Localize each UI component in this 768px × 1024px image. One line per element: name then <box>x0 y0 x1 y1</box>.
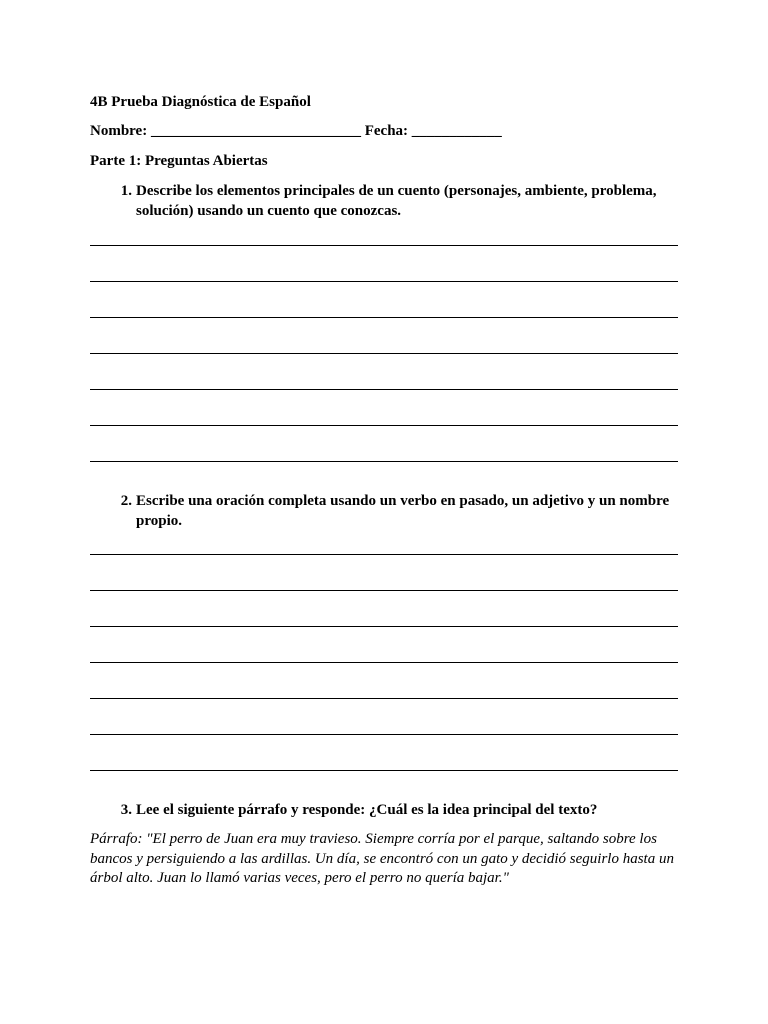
question-1 <box>112 181 682 221</box>
answer-line[interactable] <box>90 698 678 699</box>
answer-line[interactable] <box>90 590 678 591</box>
question-text: Escribe una oración completa usando un verbo en pasado, un adjetivo y un nombre propio. <box>136 493 670 529</box>
question-2 <box>112 491 682 531</box>
question-text: Describe los elementos principales de un cuento (personajes, ambiente, problema, solución) usando un cuento que conozcas. <box>136 183 657 219</box>
answer-line[interactable] <box>90 425 678 426</box>
question-text: Lee el siguiente párrafo y responde: ¿Cuál es la idea principal del texto? <box>136 802 598 818</box>
answer-line[interactable] <box>90 245 678 246</box>
question-number: 3. <box>120 802 132 818</box>
name-date-line: Nombre: ____________________________ Fecha: ____________ <box>90 123 502 139</box>
answer-line[interactable] <box>90 554 678 555</box>
answer-line[interactable] <box>90 770 678 771</box>
question-number: 2. <box>120 493 132 509</box>
answer-line[interactable] <box>90 389 678 390</box>
answer-line[interactable] <box>90 734 678 735</box>
section-title: Parte 1: Preguntas Abiertas <box>90 153 268 169</box>
answer-line[interactable] <box>90 353 678 354</box>
question-number: 1. <box>120 183 132 199</box>
answer-line[interactable] <box>90 317 678 318</box>
answer-line[interactable] <box>90 662 678 663</box>
answer-line[interactable] <box>90 281 678 282</box>
page-title: 4B Prueba Diagnóstica de Español <box>90 94 311 110</box>
question-3 <box>112 800 682 820</box>
answer-line[interactable] <box>90 626 678 627</box>
reading-paragraph: Párrafo: "El perro de Juan era muy travieso. Siempre corría por el parque, saltando sobre los bancos y persiguiendo a las ardillas. Un día, se encontró con un gato y decidió seguirlo hasta un árbol alto. Juan lo llamó varias veces, pero el perro no quería bajar." <box>90 831 674 886</box>
answer-line[interactable] <box>90 461 678 462</box>
